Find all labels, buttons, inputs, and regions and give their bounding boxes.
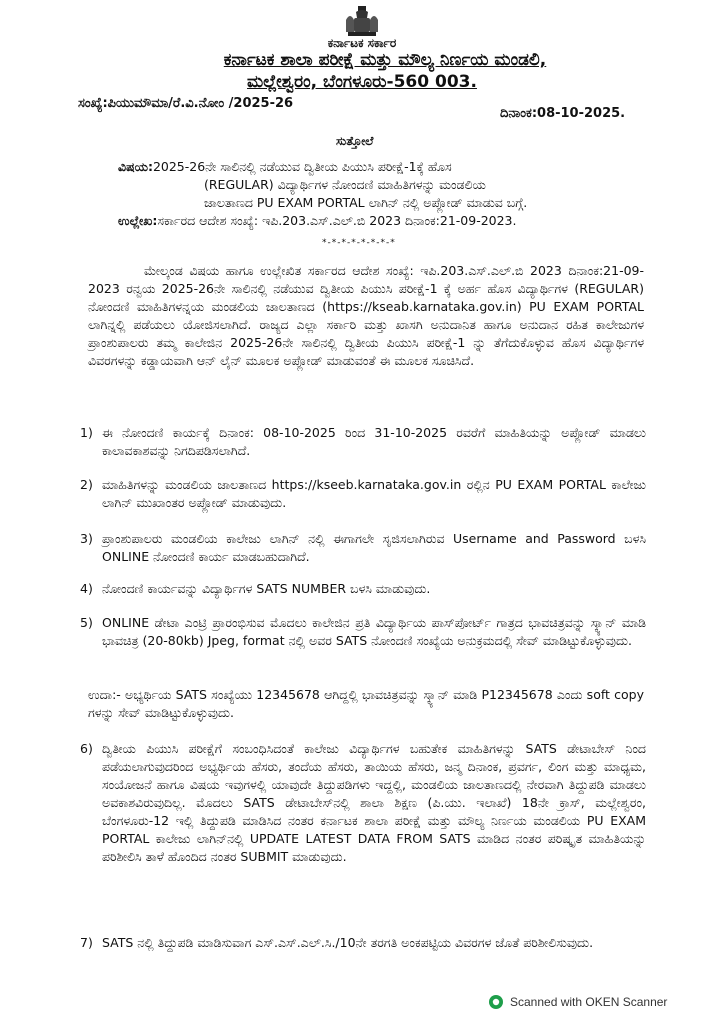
list-item [80,530,646,566]
scanner-logo-icon [488,994,504,1010]
item-number: 7) [80,935,93,950]
list-item [80,424,646,460]
reference-date: ದಿನಾಂಕ:08-10-2025. [500,106,626,121]
intro-paragraph [88,262,644,370]
subject-line-1: 2025-26ನೇ ಸಾಲಿನಲ್ಲಿ ನಡೆಯುವ ದ್ವಿತೀಯ ಪಿಯುಸಿ ಪರೀಕ್ಷೆ-1ಕ್ಕೆ ಹೊಸ [152,159,452,174]
example-note: ಉದಾ:- ಅಭ್ಯರ್ಥಿಯ SATS ಸಂಖ್ಯೆಯು 12345678 ಆಗಿದ್ದಲ್ಲಿ ಭಾವಚಿತ್ರವನ್ನು ಸ್ಕ್ಯಾನ್ ಮಾಡಿ P12345678 ಎಂದು soft copy ಗಳನ್ನು ಸೇವ್ ಮಾಡಿಟ್ಟುಕೊಳ್ಳುವುದು. [88,687,644,720]
item-text: SATS ನಲ್ಲಿ ತಿದ್ದುಪಡಿ ಮಾಡಿಸುವಾಗ ಎಸ್.ಎಸ್.ಎಲ್.ಸಿ./10ನೇ ತರಗತಿ ಅಂಕಪಟ್ಟಿಯ ವಿವರಗಳ ಜೊತೆ ಪರಿಶೀಲಿಸುವುದು. [102,935,594,950]
subject-line-2: (REGULAR) ವಿದ್ಯಾರ್ಥಿಗಳ ನೋಂದಣಿ ಮಾಹಿತಿಗಳನ್ನು ಮಂಡಲಿಯ [204,177,486,192]
item-text: ಮಾಹಿತಿಗಳನ್ನು ಮಂಡಲಿಯ ಜಾಲತಾಣದ https://kseeb.karnataka.gov.in ರಲ್ಲಿನ PU EXAM PORTAL ಕಾಲೇಜು ಲಾಗಿನ್ ಮುಖಾಂತರ ಅಪ್ಲೋಡ್ ಮಾಡುವುದು. [102,477,646,510]
list-item [80,580,646,598]
board-name: ಕರ್ನಾಟಕ ಶಾಲಾ ಪರೀಕ್ಷೆ ಮತ್ತು ಮೌಲ್ಯ ನಿರ್ಣಯ ಮಂಡಲಿ, [223,50,547,70]
intro-text: ಮೇಲ್ಕಂಡ ವಿಷಯ ಹಾಗೂ ಉಲ್ಲೇಖಿತ ಸರ್ಕಾರದ ಆದೇಶ ಸಂಖ್ಯೆ: ಇಪಿ.203.ಎಸ್.ಎಲ್.ಬಿ 2023 ದಿನಾಂಕ:21-09-2023 ರನ್ವಯ 2025-26ನೇ ಸಾಲಿನಲ್ಲಿ ನಡೆಯುವ ದ್ವಿತೀಯ ಪಿಯುಸಿ ಪರೀಕ್ಷೆ-1 ಕ್ಕೆ ಅರ್ಹ ಹೊಸ ವಿದ್ಯಾರ್ಥಿಗಳ (REGULAR) ನೋಂದಣಿ ಮಾಹಿತಿಗಳನ್ನಯ ಮಂಡಲಿಯ ಜಾಲತಾಣದ (https://kseab.karnataka.gov.in) PU EXAM PORTAL ಲಾಗಿನ್ನಲ್ಲಿ ಪಡೆಯಲು ಯೋಜಿಸಲಾಗಿದೆ. ರಾಜ್ಯದ ಎಲ್ಲಾ ಸರ್ಕಾರಿ ಮತ್ತು ಖಾಸಗಿ ಅನುದಾನಿತ ಹಾಗೂ ಅನುದಾನ ರಹಿತ ಕಾಲೇಜುಗಳ ಪ್ರಾಂಶುಪಾಲರು ತಮ್ಮ ಕಾಲೇಜಿನ 2025-26ನೇ ಸಾಲಿನಲ್ಲಿ ದ್ವಿತೀಯ ಪಿಯುಸಿ ಪರೀಕ್ಷೆ-1 ನ್ನು ತೆಗೆದುಕೊಳ್ಳುವ ಹೊಸ ವಿದ್ಯಾರ್ಥಿಗಳ ವಿವರಗಳನ್ನು ಕಡ್ಡಾಯವಾಗಿ ಆನ್ ಲೈನ್ ಮೂಲಕ ಅಪ್ಲೋಡ್ ಮಾಡುವಂತೆ ಈ ಮೂಲಕ ಸೂಚಿಸಿದೆ. [88,263,644,368]
item-number: 6) [80,741,93,756]
board-address: ಮಲ್ಲೇಶ್ವರಂ, ಬೆಂಗಳೂರು-560 003. [247,72,477,92]
subject-block [118,158,678,230]
item-text: ನೋಂದಣಿ ಕಾರ್ಯವನ್ನು ವಿದ್ಯಾರ್ಥಿಗಳ SATS NUMBER ಬಳಸಿ ಮಾಡುವುದು. [102,581,431,596]
reference-text: ಸರ್ಕಾರದ ಆದೇಶ ಸಂಖ್ಯೆ: ಇಪಿ.203.ಎಸ್.ಎಲ್.ಬಿ 2023 ದಿನಾಂಕ:21-09-2023. [157,213,517,228]
item-text: ಈ ನೋಂದಣಿ ಕಾರ್ಯಕ್ಕೆ ದಿನಾಂಕ: 08-10-2025 ರಿಂದ 31-10-2025 ರವರೆಗೆ ಮಾಹಿತಿಯನ್ನು ಅಪ್ಲೋಡ್ ಮಾಡಲು ಕಾಲಾವಕಾಶವನ್ನು ನಿಗದಿಪಡಿಸಲಾಗಿದೆ. [102,425,646,458]
item-number: 3) [80,531,93,546]
reference-number: ಸಂಖ್ಯೆ:ಪಿಯುಮೌಮಾ/ರೆ.ವಿ.ನೋಂ /2025-26 [78,96,294,111]
item-text: ದ್ವಿತೀಯ ಪಿಯುಸಿ ಪರೀಕ್ಷೆಗೆ ಸಂಬಂಧಿಸಿದಂತೆ ಕಾಲೇಜು ವಿದ್ಯಾರ್ಥಿಗಳ ಬಹುತೇಕ ಮಾಹಿತಿಗಳನ್ನು SATS ಡೇಟಾಬೇಸ್ ನಿಂದ ಪಡೆಯಲಾಗುವುದರಿಂದ ಅಭ್ಯರ್ಥಿಯ ಹೆಸರು, ತಂದೆಯ ಹೆಸರು, ತಾಯಿಯ ಹೆಸರು, ಜನ್ಮ ದಿನಾಂಕ, ಪ್ರವರ್ಗ, ಲಿಂಗ ಮತ್ತು ಮಾಧ್ಯಮ, ಸಂಯೋಜನೆ ಹಾಗೂ ವಿಷಯ ಇವುಗಳಲ್ಲಿ ಯಾವುದೇ ತಿದ್ದುಪಡಿಗಳು ಇದ್ದಲ್ಲಿ, ಮಂಡಲಿಯ ಜಾಲತಾಣದಲ್ಲಿ ನೇರವಾಗಿ ತಿದ್ದುಪಡಿ ಮಾಡಲು ಅವಕಾಶವಿರುವುದಿಲ್ಲ. ಮೊದಲು SATS ಡೇಟಾಬೇಸ್‌ನಲ್ಲಿ ಶಾಲಾ ಶಿಕ್ಷಣ (ಪಿ.ಯು. ಇಲಾಖೆ) 18ನೇ ಕ್ರಾಸ್, ಮಲ್ಲೇಶ್ವರಂ, ಬೆಂಗಳೂರು-12 ಇಲ್ಲಿ ತಿದ್ದುಪಡಿ ಮಾಡಿಸಿದ ನಂತರ ಕರ್ನಾಟಕ ಶಾಲಾ ಪರೀಕ್ಷೆ ಮತ್ತು ಮೌಲ್ಯ ನಿರ್ಣಯ ಮಂಡಲಿಯ PU EXAM PORTAL ಕಾಲೇಜು ಲಾಗಿನ್‌ನಲ್ಲಿ UPDATE LATEST DATA FROM SATS ಮಾಡಿದ ನಂತರ ಪರಿಷ್ಕೃತ ಮಾಹಿತಿಯನ್ನು ಪರಿಶೀಲಿಸಿ ತಾಳೆ ಹೊಂದಿದ ನಂತರ SUBMIT ಮಾಡುವುದು. [102,741,646,864]
state-emblem-icon [342,4,382,40]
item-text: ONLINE ಡೇಟಾ ಎಂಟ್ರಿ ಪ್ರಾರಂಭಿಸುವ ಮೊದಲು ಕಾಲೇಜಿನ ಪ್ರತಿ ವಿದ್ಯಾರ್ಥಿಯ ಪಾಸ್‌ಪೋರ್ಟ್ ಗಾತ್ರದ ಭಾವಚಿತ್ರವನ್ನು ಸ್ಕ್ಯಾನ್ ಮಾಡಿ ಭಾವಚಿತ್ರ (20-80kb) Jpeg, format ನಲ್ಲಿ ಅವರ SATS ನೋಂದಣಿ ಸಂಖ್ಯೆಯ ಅನುಕ್ರಮದಲ್ಲಿ ಸೇವ್ ಮಾಡಿಟ್ಟುಕೊಳ್ಳುವುದು. [102,615,646,648]
circular-title: ಸುತ್ತೋಲೆ [336,134,374,148]
item-number: 4) [80,581,93,596]
list-item [80,476,646,512]
item-text: ಪ್ರಾಂಶುಪಾಲರು ಮಂಡಲಿಯ ಕಾಲೇಜು ಲಾಗಿನ್ ನಲ್ಲಿ ಈಗಾಗಲೇ ಸೃಜಿಸಲಾಗಿರುವ Username and Password ಬಳಸಿ ONLINE ನೋಂದಣಿ ಕಾರ್ಯ ಮಾಡಬಹುದಾಗಿದೆ. [102,531,646,564]
reference-label: ಉಲ್ಲೇಖ: [118,213,158,228]
item-number: 2) [80,477,93,492]
item-number: 5) [80,615,93,630]
scanner-watermark [488,992,667,1012]
scanner-label: Scanned with OKEN Scanner [510,995,668,1009]
subject-label: ವಿಷಯ: [118,159,153,174]
separator: *-*-*-*-*-*-*-* [322,238,396,248]
government-label: ಕರ್ನಾಟಕ ಸರ್ಕಾರ [327,36,397,50]
list-item [80,934,646,952]
item-number: 1) [80,425,93,440]
list-item [80,614,646,650]
subject-line-3: ಜಾಲತಾಣದ PU EXAM PORTAL ಲಾಗಿನ್ ನಲ್ಲಿ ಅಪ್ಲೋಡ್ ಮಾಡುವ ಬಗ್ಗೆ. [204,195,528,210]
list-item [80,740,646,866]
